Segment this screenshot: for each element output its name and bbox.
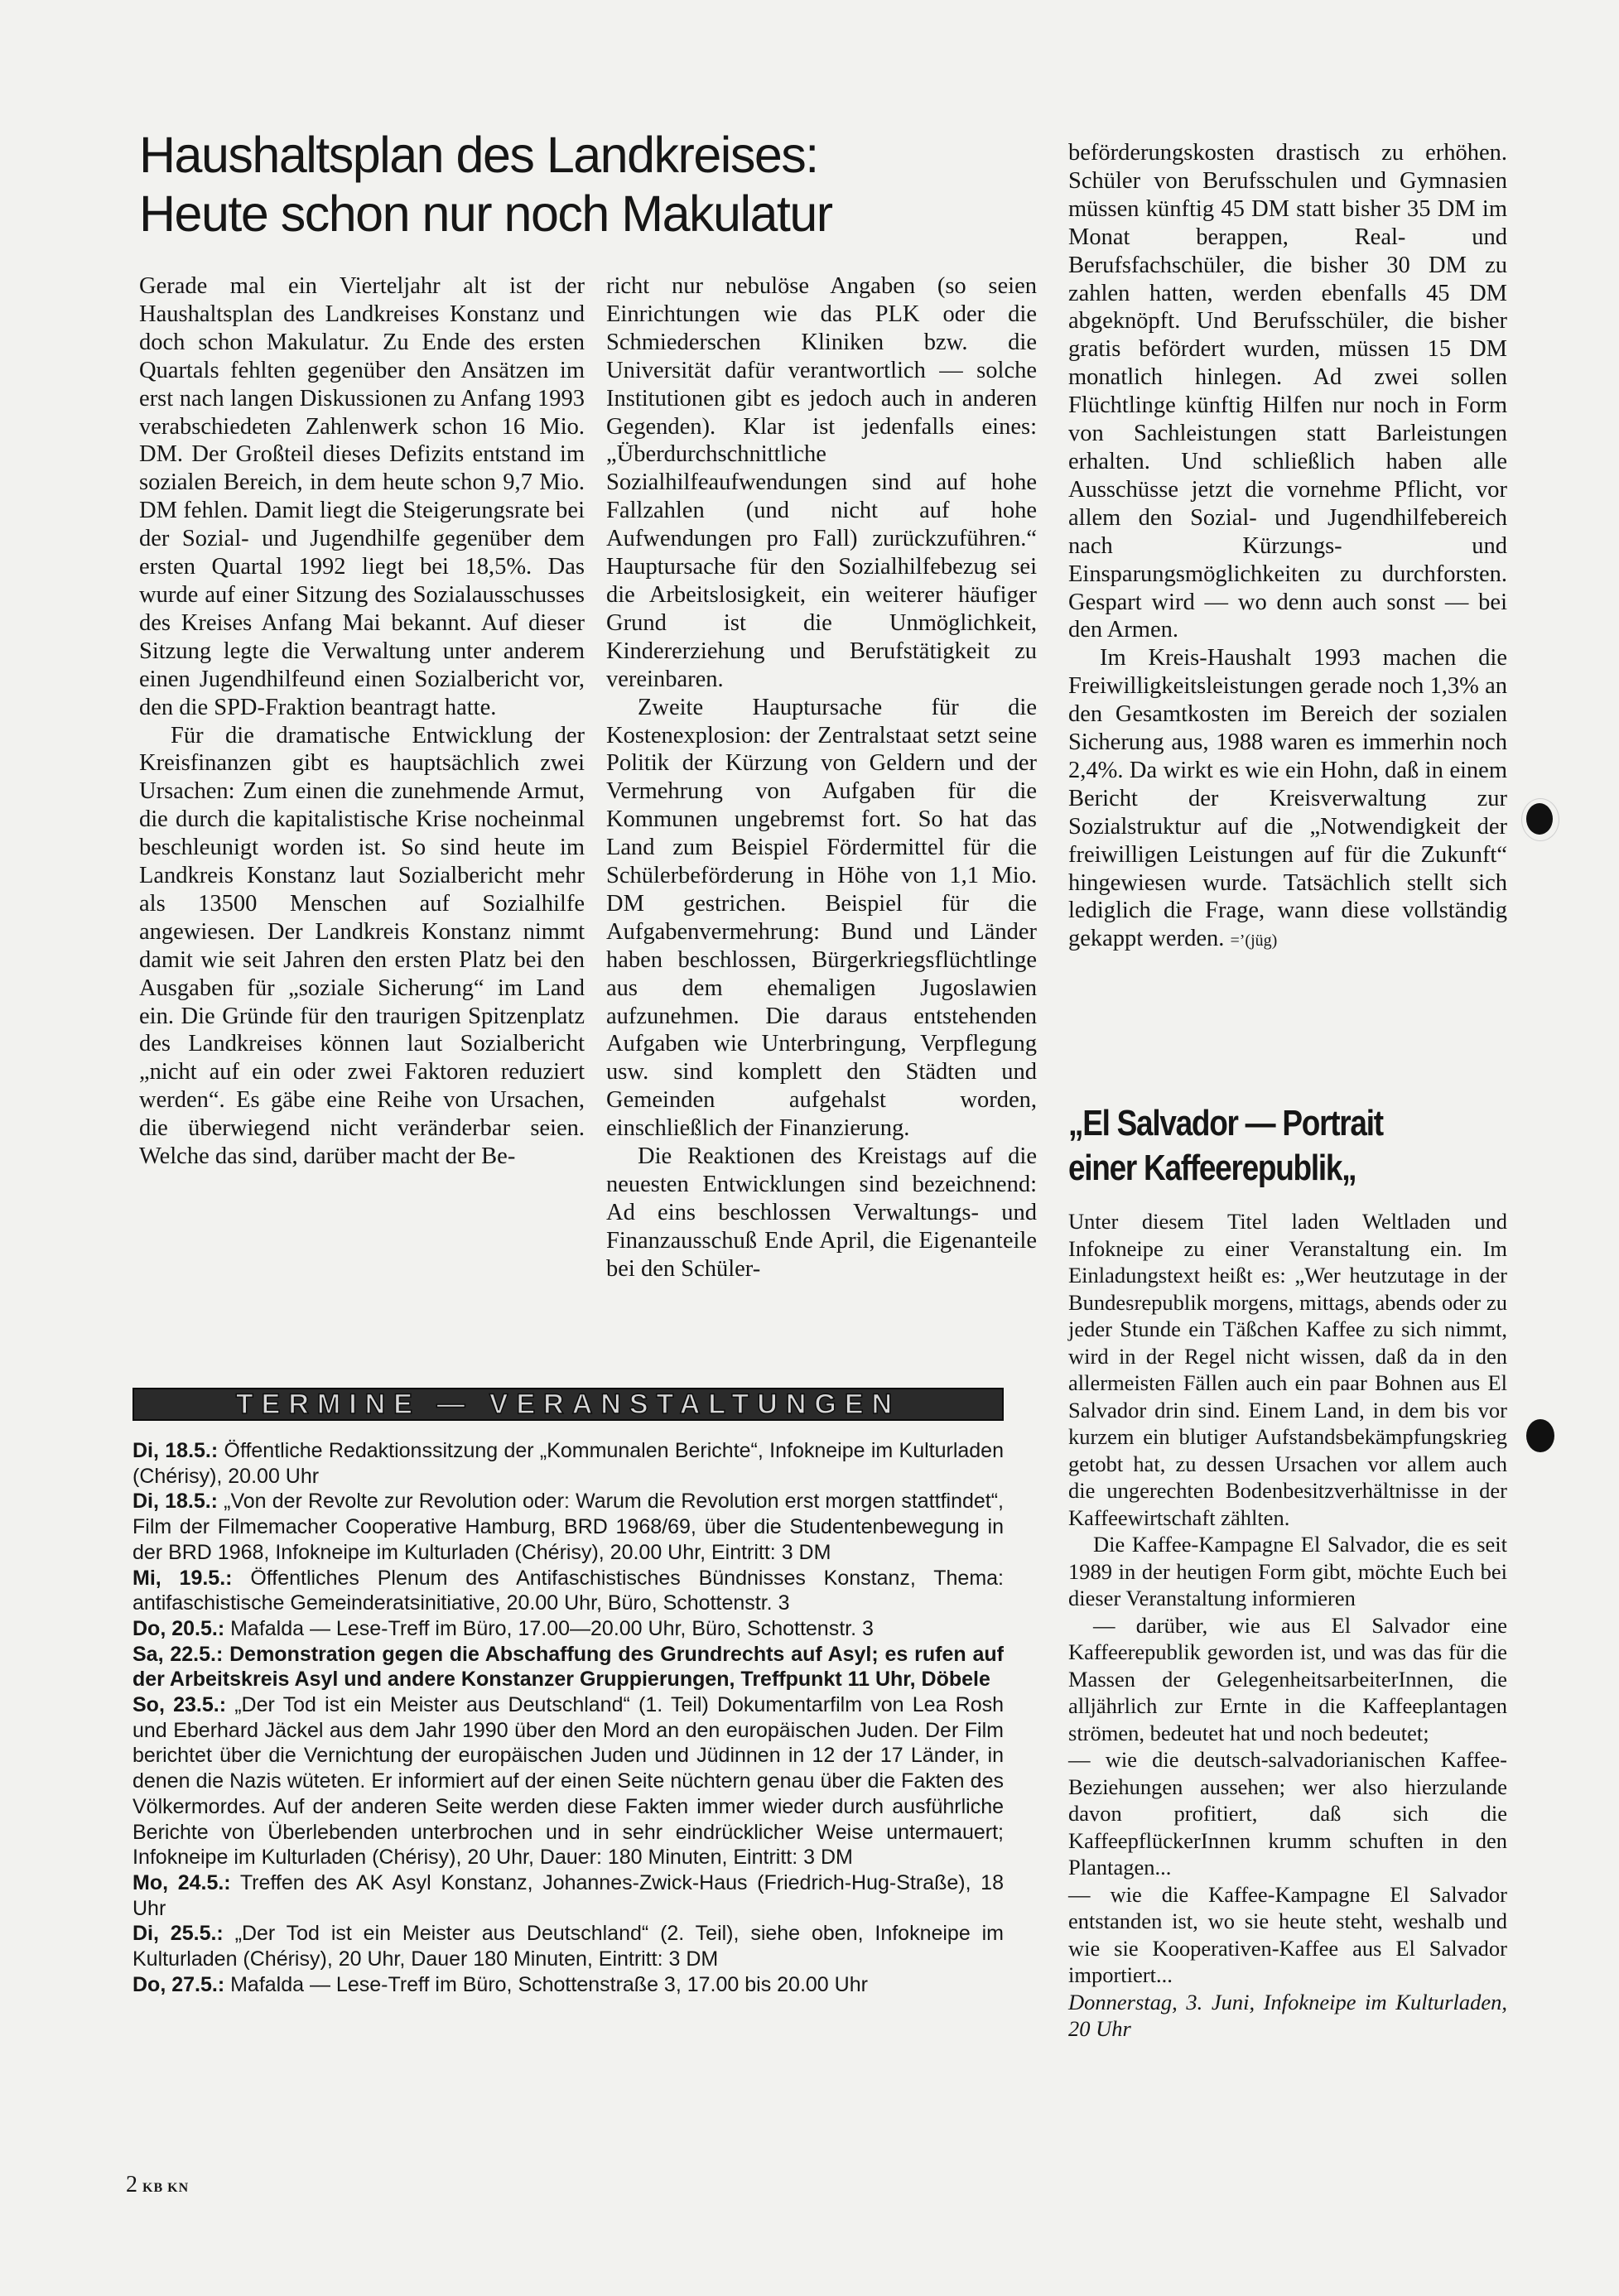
page-number: 2 [126,2172,137,2197]
event-item [133,1438,1004,1489]
event-item [133,1972,1004,1998]
headline-line-1: Haushaltsplan des Landkreises: [139,127,818,183]
salvador-paragraph: — darüber, wie aus El Salvador eine Kaffeerepublik geworden ist, und was das für die Massen der GelegenheitsarbeiterInnen, die alljährlich zur Ernte in die Kaffeeplantagen strömen, bedeutet hat und noch bedeutet; [1068,1612,1507,1745]
article-paragraph: Gerade mal ein Vierteljahr alt ist der Haushaltsplan des Landkreises Konstanz und doch schon Makulatur. Zu Ende des ersten Quartals fehlten gegenüber den Ansätzen im erst nach langen Diskussionen zu Anfang 1993 verabschiedeten Zahlenwerk schon 16 Mio. DM. Der Großteil dieses Defizits entstand im sozialen Bereich, in dem heute schon 9,7 Mio. DM fehlen. Damit liegt die Steigerungsrate bei der Sozial- und Jugendhilfe gegenüber dem ersten Quartal 1992 liegt bei 18,5%. Das wurde auf einer Sitzung des Sozialausschusses des Kreises Anfang Mai bekannt. Auf dieser Sitzung legte die Verwaltung unter anderem einen Jugendhilfeund einen Sozialbericht vor, den die SPD-Fraktion beantragt hatte. [139,273,585,720]
event-date: Sa, 22.5.: [133,1642,224,1666]
termine-banner-text: TERMINE — VERANSTALTUNGEN [235,1388,901,1420]
article-headline [139,126,1034,243]
event-date: Mi, 19.5.: [133,1566,233,1590]
event-text: „Der Tod ist ein Meister aus Deutschland“ (2. Teil), siehe oben, Infokneipe im Kulturladen (Chérisy), 20 Uhr, Dauer 180 Minuten, Eintritt: 3 DM [133,1922,1004,1971]
event-item-highlighted [133,1642,1004,1692]
article-paragraph [1068,644,1507,955]
article-column-2 [606,272,1037,1283]
termine-banner [133,1388,1004,1421]
headline-line-2: Heute schon nur noch Makulatur [139,185,832,242]
event-item [133,1489,1004,1565]
punch-hole-mark [1526,803,1553,835]
event-date: Mo, 24.5.: [133,1870,231,1894]
event-item [133,1870,1004,1921]
salvador-paragraph: — wie die Kaffee-Kampagne El Salvador entstanden ist, wo sie heute steht, weshalb und wie sie Kooperativen-Kaffee aus El Salvador importiert... [1068,1881,1507,1987]
event-date: Di, 25.5.: [133,1922,224,1946]
article-paragraph-text: Im Kreis-Haushalt 1993 machen die Freiwilligkeitsleistungen gerade noch 1,3% an den Gesamtkosten im Bereich der sozialen Sicherung aus, 1988 waren es immerhin noch 2,4%. Da wirkt es wie ein Hohn, daß in einem Bericht der Kreisverwaltung zur Sozialstruktur auf die „Notwendigkeit der freiwilligen Leistungen auf für die Zukunft“ hingewiesen wurde. Tatsächlich stellt sich lediglich die Frage, wann diese vollständig gekappt werden. [1068,645,1507,952]
author-signature: =’(jüg) [1230,931,1278,951]
event-date: Do, 27.5.: [133,1972,225,1996]
salvador-paragraph: — wie die deutsch-salvadorianischen Kaffee-Beziehungen aussehen; wer also hierzulande davon profitiert, daß sich die KaffeepflückerInnen krumm schuften in den Plantagen... [1068,1747,1507,1880]
page-footer [126,2172,189,2198]
article-paragraph: Die Reaktionen des Kreistags auf die neuesten Entwicklungen sind bezeichnend: Ad eins beschlossen Verwaltungs- und Finanzausschuß Ende April, die Eigenanteile bei den Schüler- [606,1143,1037,1282]
event-text: Treffen des AK Asyl Konstanz, Johannes-Zwick-Haus (Friedrich-Hug-Straße), 18 Uhr [133,1870,1004,1920]
event-text: Mafalda — Lese-Treff im Büro, 17.00—20.00 Uhr, Büro, Schottenstr. 3 [224,1616,874,1640]
salvador-paragraph: Unter diesem Titel laden Weltladen und Infokneipe zu einer Veranstaltung ein. Im Einladungstext heißt es: „Wer heutzutage in der Bundesrepublik morgens, mittags, abends oder zu jeder Stunde ein Täßchen Kaffee zu sich nimmt, wird in der Regel nicht wissen, daß da in den allermeisten Fällen auch ein paar Bohnen aus El Salvador drin sind. Einem Land, in dem bis vor kurzem ein blutiger Aufstandsbekämpfungskrieg getobt hat, zu dessen Ursachen vor allem auch die ungerechten Bodenbesitzverhältnisse in der Kaffeewirtschaft zählten. [1068,1209,1507,1530]
article-paragraph: Zweite Hauptursache für die Kostenexplosion: der Zentralstaat setzt seine Politik der Kürzung von Geldern und der Vermehrung von Aufgaben für die Kommunen ungebremst fort. So hat das Land zum Beispiel Fördermittel für die Schülerbeförderung in Höhe von 1,1 Mio. DM gestrichen. Beispiel für die Aufgabenvermehrung: Bund und Länder haben beschlossen, Bürgerkriegsflüchtlinge aus dem ehemaligen Jugoslawien aufzunehmen. Die daraus entstehenden Aufgaben wie Unterbringung, Verpflegung usw. sind komplett den Städten und Gemeinden aufgehalst worden, einschließlich der Finanzierung. [606,694,1037,1142]
event-date: Di, 18.5.: [133,1439,219,1462]
event-text: Demonstration gegen die Abschaffung des Grundrechts auf Asyl; es rufen auf der Arbeitskreis Asyl und andere Konstanzer Gruppierungen, Treffpunkt 11 Uhr, Döbele [133,1642,1004,1692]
event-text: „Der Tod ist ein Meister aus Deutschland“ (1. Teil) Dokumentarfilm von Lea Rosh und Eberhard Jäckel aus dem Jahr 1990 über den Mord an den europäischen Juden. Der Film berichtet über die Vernichtung der europäischen Juden und Jüdinnen in 12 der 17 Länder, in denen die Nazis wüteten. Er informiert auf der einen Seite nüchtern genau über die Fakten des Völkermordes. Auf der anderen Seite werden diese Fakten immer wieder durch ausführliche Berichte von Überlebenden unterbrochen und in sehr eindrücklicher Weise untermauert; Infokneipe im Kulturladen (Chérisy), 20 Uhr, Dauer: 180 Minuten, Eintritt: 3 DM [133,1693,1005,1870]
event-item [133,1566,1004,1616]
article-column-1 [139,272,585,1171]
article-paragraph: beförderungskosten drastisch zu erhöhen. Schüler von Berufsschulen und Gymnasien müssen künftig 45 DM statt bisher 35 DM im Monat berappen, Real- und Berufsfachschüler, die bisher 30 DM zu zahlen hatten, werden ebenfalls 45 DM abgeknöpft. Und Berufsschüler, die bisher gratis befördert wurden, müssen 15 DM monatlich hinlegen. Ad zwei sollen Flüchtlinge künftig Hilfen nur noch in Form von Sachleistungen statt Barleistungen erhalten. Und schließlich haben alle Ausschüsse jetzt die vornehme Pflicht, vor allem den Sozial- und Jugendhilfebereich nach Kürzungs- und Einsparungsmöglichkeiten zu durchforsten. Gespart wird — wo denn auch sonst — bei den Armen. [1068,140,1507,643]
event-text: Öffentliche Redaktionssitzung der „Kommunalen Berichte“, Infokneipe im Kulturladen (Chérisy), 20.00 Uhr [133,1439,1004,1488]
salvador-article [1068,1208,1507,2043]
salvador-date-note: Donnerstag, 3. Juni, Infokneipe im Kulturladen, 20 Uhr [1068,1989,1507,2041]
event-item [133,1692,1004,1870]
event-text: Öffentliches Plenum des Antifaschistisches Bündnisses Konstanz, Thema: antifaschistische Gemeinderatsinitiative, 20.00 Uhr, Büro, Schottenstr. 3 [133,1566,1004,1615]
event-text: „Von der Revolte zur Revolution oder: Warum die Revolution erst morgen stattfindet“, Film der Filmemacher Cooperative Hamburg, BRD 1968/69, über die Studentenbewegung in der BRD 1968, Infokneipe im Kulturladen (Chérisy), 20.00 Uhr, Eintritt: 3 DM [133,1490,1004,1564]
event-item [133,1921,1004,1971]
article-paragraph: richt nur nebulöse Angaben (so seien Einrichtungen wie das PLK oder die Schmiederschen Kliniken bzw. die Universität dafür verantwortlich — solche Institutionen gibt es jedoch auch in anderen Gegenden). Klar ist jedenfalls eines: „Überdurchschnittliche Sozialhilfeaufwendungen sind auf hohe Fallzahlen (und nicht auf hohe Aufwendungen pro Fall) zurückzuführen.“ Hauptursache für den Sozialhilfebezug sei die Arbeitslosigkeit, ein weiterer häufiger Grund ist die Unmöglichkeit, Kindererziehung und Berufstätigkeit zu vereinbaren. [606,273,1037,692]
salvador-paragraph: Die Kaffee-Kampagne El Salvador, die es seit 1989 in der heutigen Form gibt, möchte Euch bei dieser Veranstaltung informieren [1068,1532,1507,1610]
article-column-3 [1068,139,1507,955]
punch-hole-mark [1526,1419,1554,1452]
events-list [133,1438,1004,1997]
event-date: Do, 20.5.: [133,1616,225,1640]
event-date: Di, 18.5.: [133,1490,219,1514]
event-date: So, 23.5.: [133,1693,227,1717]
publication-mark: KB KN [142,2181,190,2195]
event-item [133,1616,1004,1642]
salvador-headline: „El Salvador — Portrait einer Kaffeerepublik„ [1068,1103,1383,1188]
article-paragraph: Für die dramatische Entwicklung der Kreisfinanzen gibt es hauptsächlich zwei Ursachen: Zum einen die zunehmende Armut, die durch die kapitalistische Krise nocheinmal beschleunigt worden ist. So sind heute im Landkreis Konstanz laut Sozialbericht mehr als 13500 Menschen auf Sozialhilfe angewiesen. Der Landkreis Konstanz nimmt damit wie seit Jahren den ersten Platz bei den Ausgaben für „soziale Sicherung“ im Land ein. Die Gründe für den traurigen Spitzenplatz des Landkreises können laut Sozialbericht „nicht auf ein oder zwei Faktoren reduziert werden“. Es gäbe eine Reihe von Ursachen, die überwiegend nicht veränderbar seien. Welche das sind, darüber macht der Be- [139,722,585,1170]
event-text: Mafalda — Lese-Treff im Büro, Schottenstraße 3, 17.00 bis 20.00 Uhr [224,1972,868,1996]
